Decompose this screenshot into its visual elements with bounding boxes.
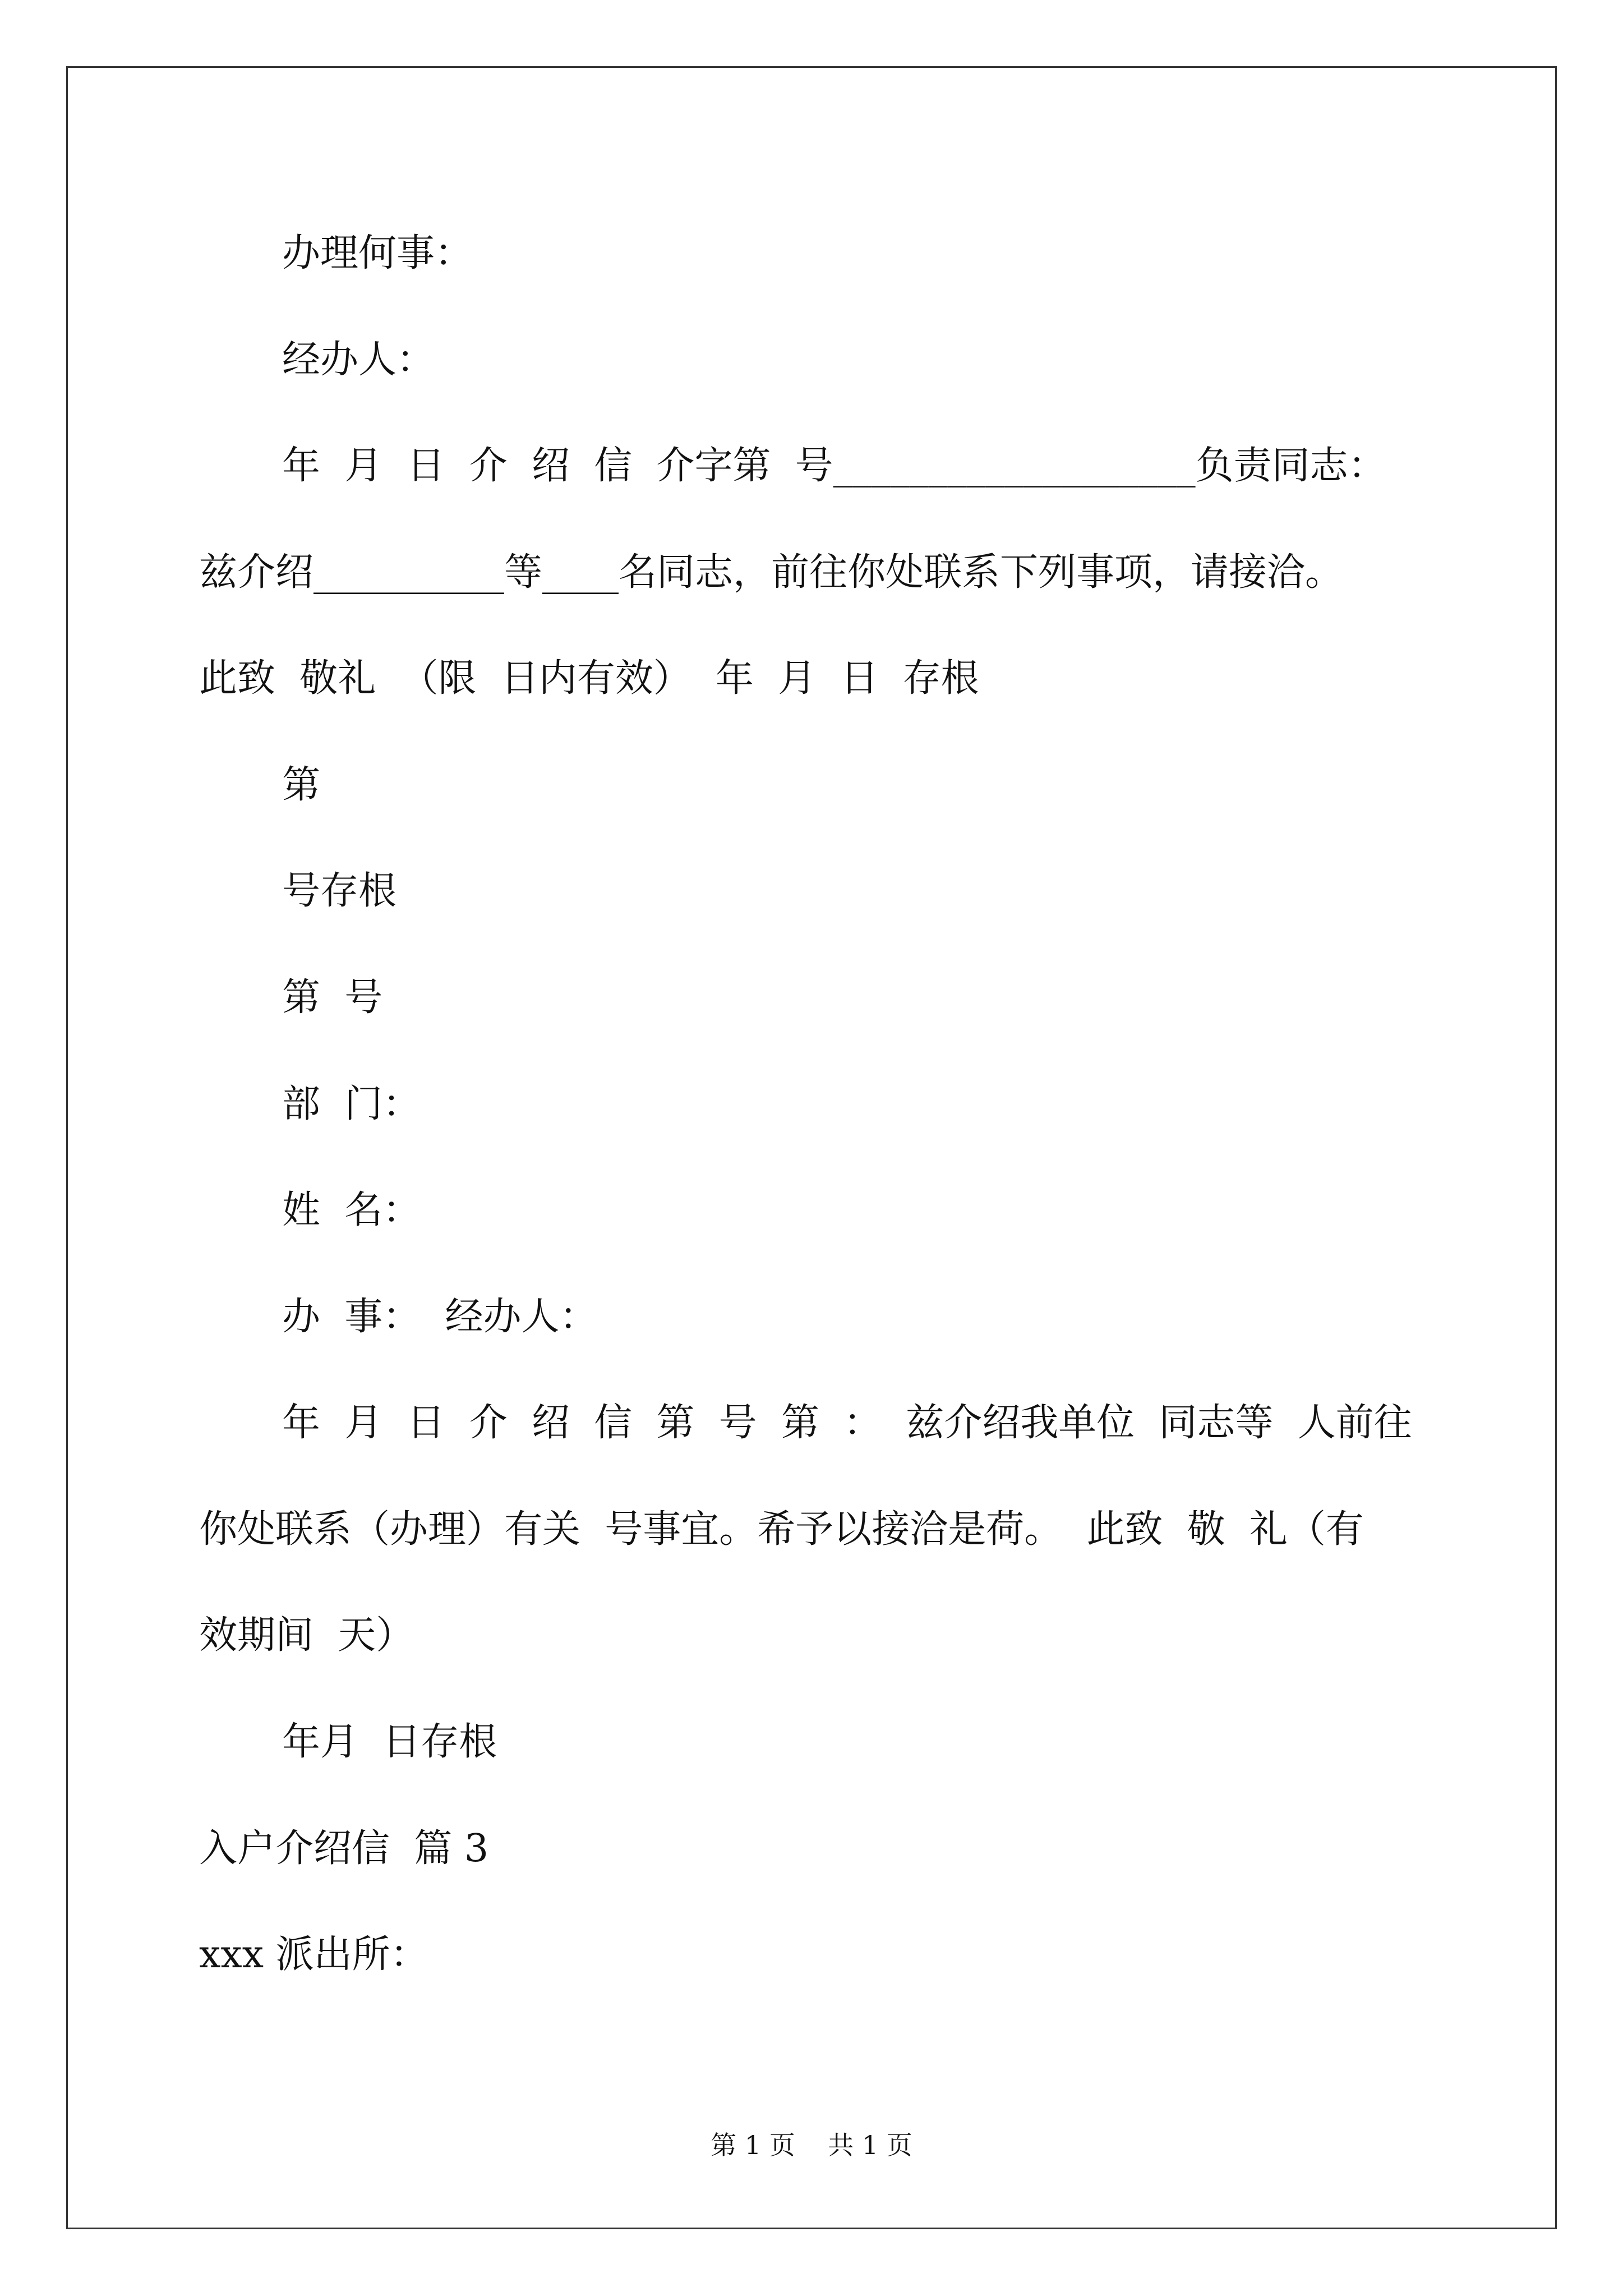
text-line-2: 经办人： [282,338,435,382]
text-line-12: 年 月 日 介 绍 信 第 号 第 ： 兹介绍我单位 同志等 人前往 [282,1401,1412,1445]
section-heading: 入户介绍信 篇 3 [199,1826,489,1871]
page-footer: 第 1 页 共 1 页 [711,2130,912,2160]
text-line-10: 姓 名： [282,1188,421,1232]
text-line-4: 兹介绍__________等____名同志，前往你处联系下列事项，请接洽。 [199,550,1344,595]
text-line-9: 部 门： [282,1082,421,1126]
text-line-5: 此致 敬礼 （限 日内有效） 年 月 日 存根 [199,656,979,701]
text-line-3: 年 月 日 介 绍 信 介字第 号___________________负责同志： [282,444,1386,488]
text-line-8: 第 号 [282,976,383,1020]
page-border [66,66,1557,2229]
addressee-line: xxx 派出所： [199,1932,428,1977]
text-line-14: 效期间 天） [199,1613,414,1658]
text-line-13: 你处联系（办理）有关 号事宜。希予以接洽是荷。 此致 敬 礼（有 [199,1507,1364,1552]
text-line-6: 第 [282,763,321,807]
text-line-7: 号存根 [282,869,397,913]
text-line-1: 办理何事： [282,231,473,275]
text-line-15: 年月 日存根 [282,1720,497,1764]
text-line-11: 办 事： 经办人： [282,1295,598,1339]
